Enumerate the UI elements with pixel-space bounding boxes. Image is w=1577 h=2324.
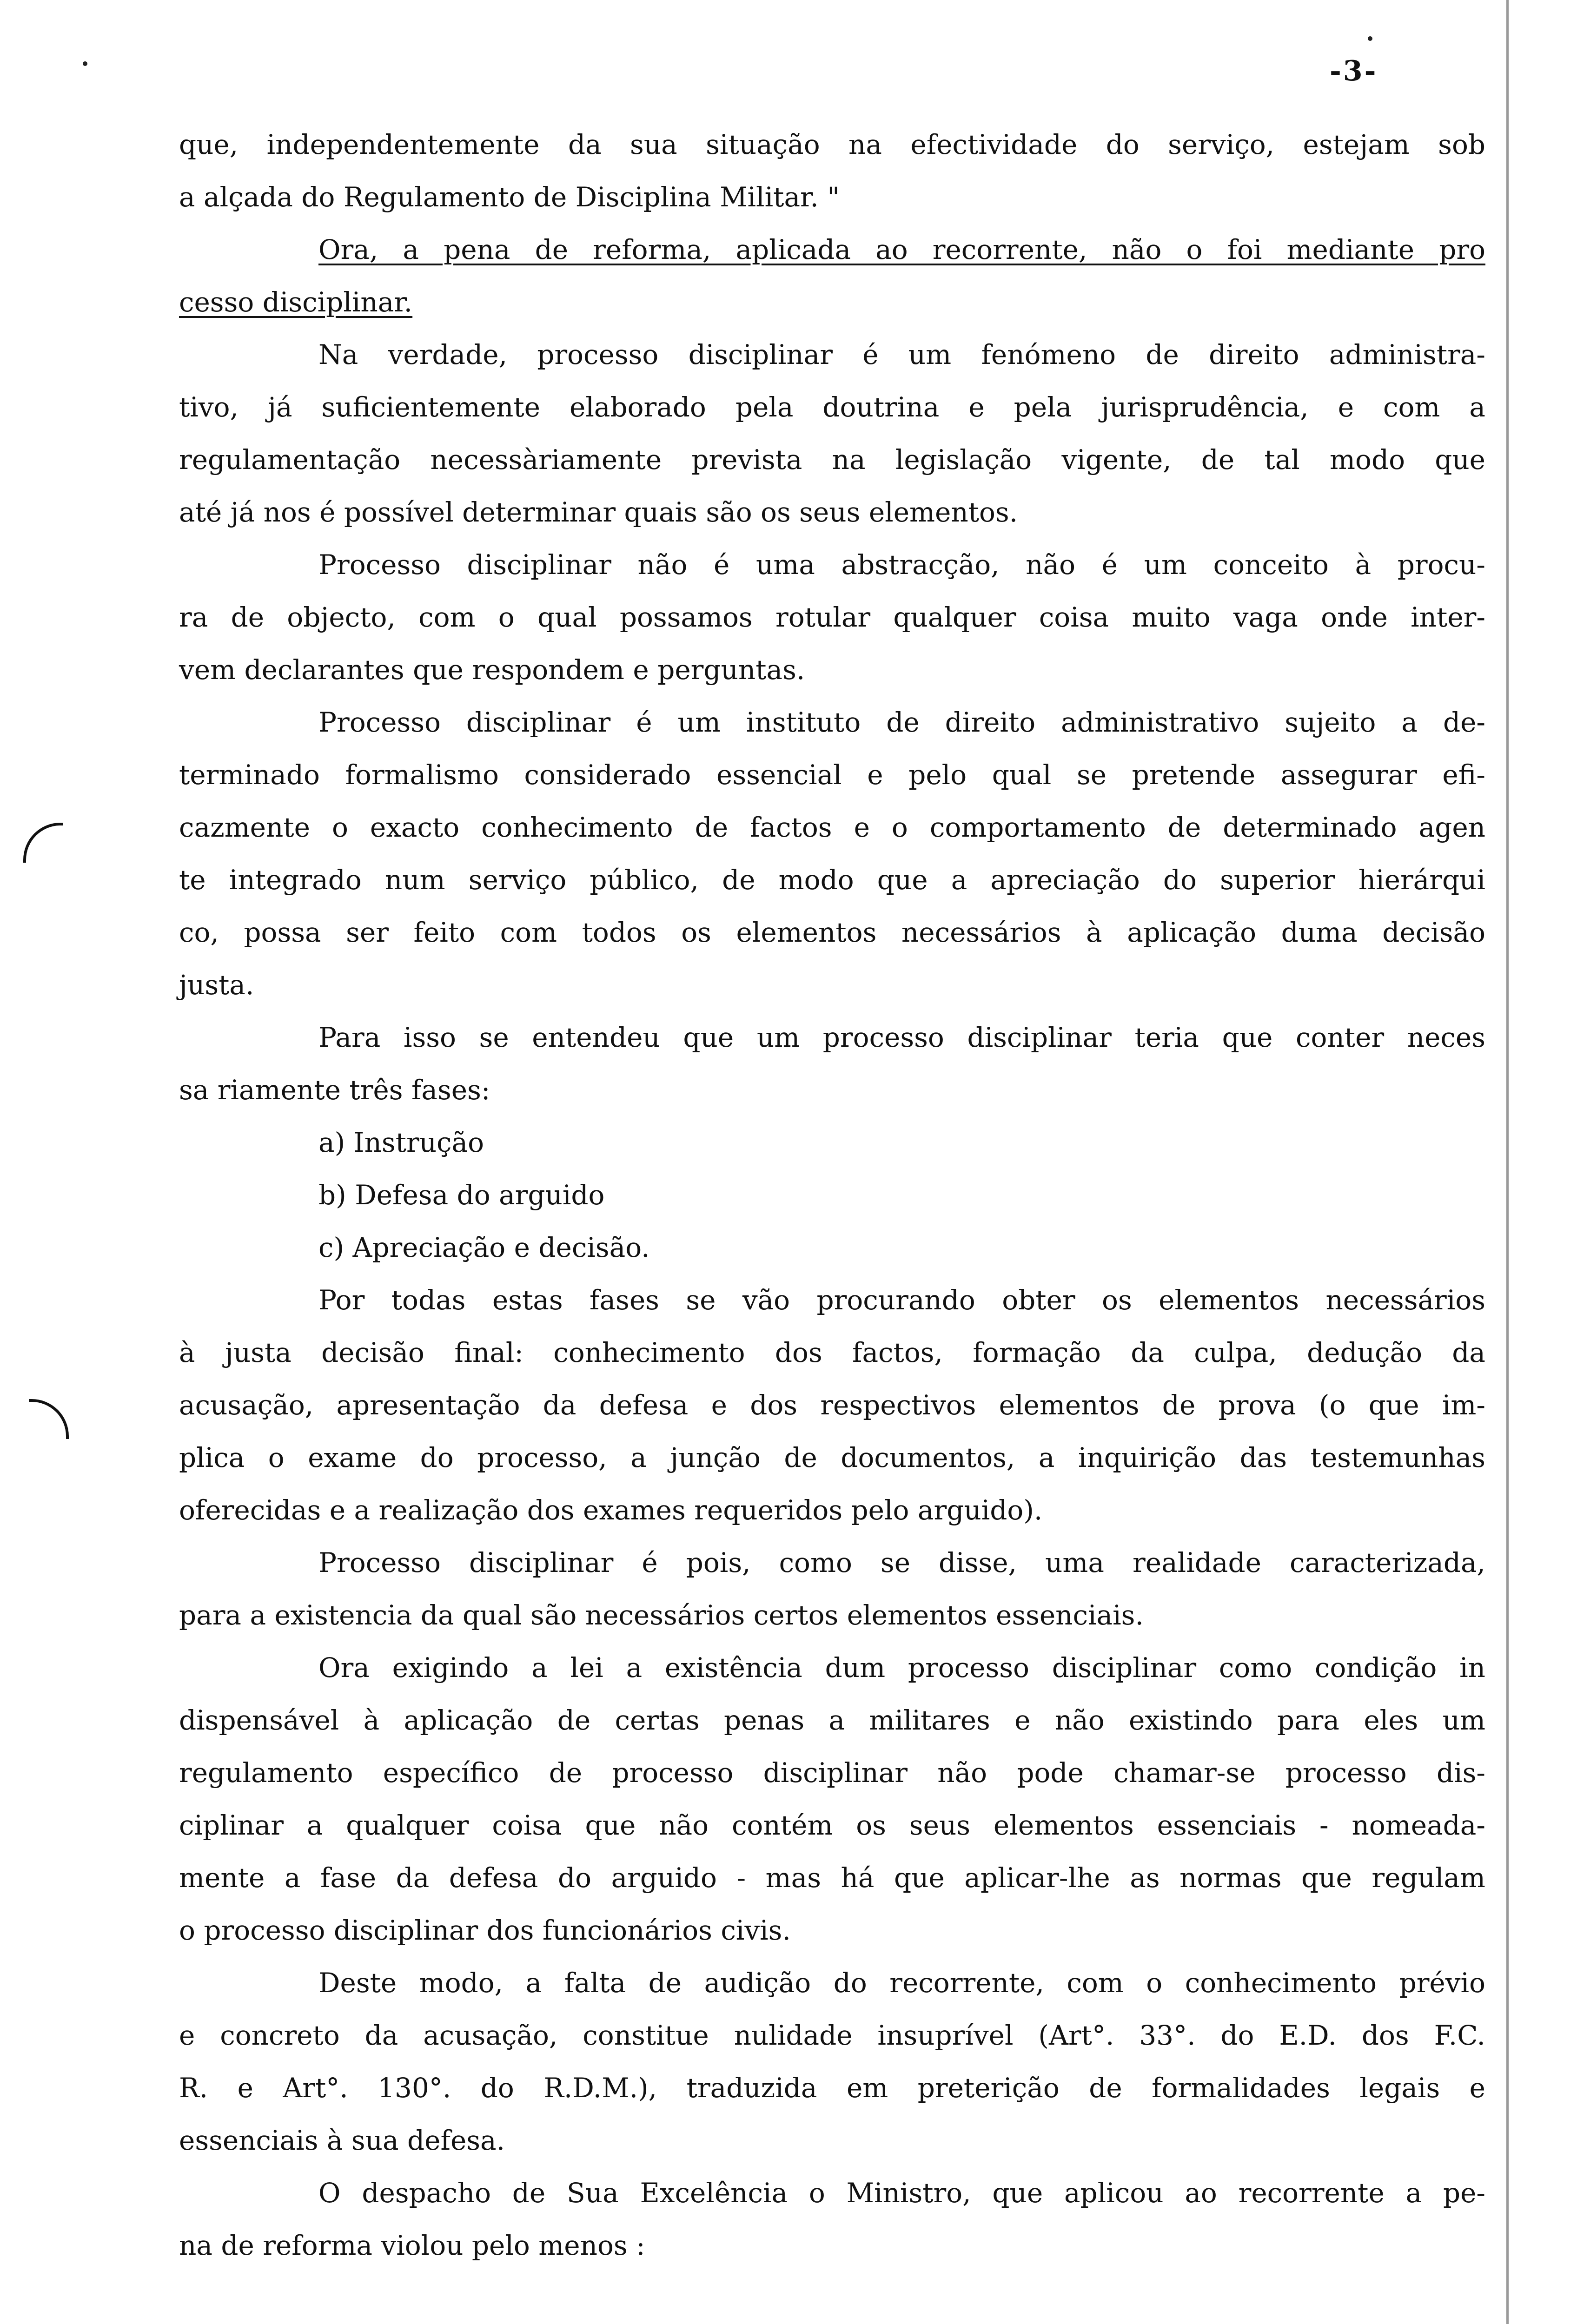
text-line: terminado formalismo considerado essencial e pelo qual se pretende assegurar efi- xyxy=(179,759,1485,791)
text-line: vem declarantes que respondem e perguntas. xyxy=(179,654,805,686)
stray-dot xyxy=(1368,36,1372,41)
list-item: b) Defesa do arguido xyxy=(318,1179,605,1211)
text-line: até já nos é possível determinar quais são os seus elementos. xyxy=(179,496,1018,528)
text-line: Ora exigindo a lei a existência dum processo disciplinar como condição in xyxy=(318,1652,1485,1684)
page-number: -3- xyxy=(1330,55,1378,87)
text-line: tivo, já suficientemente elaborado pela doutrina e pela jurisprudência, e com a xyxy=(179,391,1485,423)
text-line: oferecidas e a realização dos exames requeridos pelo arguido). xyxy=(179,1494,1043,1526)
text-line: regulamento específico de processo disciplinar não pode chamar-se processo dis- xyxy=(179,1757,1485,1789)
text-line: essenciais à sua defesa. xyxy=(179,2125,505,2156)
list-item: c) Apreciação e decisão. xyxy=(318,1232,650,1263)
text-line: o processo disciplinar dos funcionários civis. xyxy=(179,1915,791,1946)
text-line: Na verdade, processo disciplinar é um fenómeno de direito administra- xyxy=(318,339,1485,370)
text-line: e concreto da acusação, constitue nulidade insuprível (Art°. 33°. do E.D. dos F.C. xyxy=(179,2020,1485,2051)
text-line: Para isso se entendeu que um processo disciplinar teria que conter neces xyxy=(318,1022,1485,1053)
text-line: Por todas estas fases se vão procurando obter os elementos necessários xyxy=(318,1284,1485,1316)
text-line: na de reforma violou pelo menos : xyxy=(179,2230,645,2261)
text-line: cesso disciplinar. xyxy=(179,286,413,318)
list-item: a) Instrução xyxy=(318,1127,484,1158)
text-line: Processo disciplinar é pois, como se disse, uma realidade caracterizada, xyxy=(318,1547,1485,1578)
text-line: a alçada do Regulamento de Disciplina Militar. " xyxy=(179,181,840,213)
text-line: dispensável à aplicação de certas penas a militares e não existindo para eles um xyxy=(179,1704,1485,1736)
text-line: Deste modo, a falta de audição do recorrente, com o conhecimento prévio xyxy=(318,1967,1485,1999)
text-line: R. e Art°. 130°. do R.D.M.), traduzida em preterição de formalidades legais e xyxy=(179,2072,1485,2104)
text-line: acusação, apresentação da defesa e dos respectivos elementos de prova (o que im- xyxy=(179,1389,1485,1421)
text-line: plica o exame do processo, a junção de documentos, a inquirição das testemunhas xyxy=(179,1442,1485,1473)
text-line: Ora, a pena de reforma, aplicada ao recorrente, não o foi mediante pro xyxy=(318,234,1485,265)
margin-arc-mark xyxy=(29,1399,69,1439)
text-line: Processo disciplinar não é uma abstracção, não é um conceito à procu- xyxy=(318,549,1485,581)
text-line: co, possa ser feito com todos os elementos necessários à aplicação duma decisão xyxy=(179,917,1485,948)
text-line: ciplinar a qualquer coisa que não contém os seus elementos essenciais - nomeada- xyxy=(179,1809,1485,1841)
margin-arc-mark xyxy=(23,823,63,863)
text-line: cazmente o exacto conhecimento de factos e o comportamento de determinado agen xyxy=(179,812,1485,843)
stray-dot xyxy=(83,61,87,66)
document-body xyxy=(179,119,1485,2272)
text-line: justa. xyxy=(179,969,254,1001)
text-line: te integrado num serviço público, de modo que a apreciação do superior hierárqui xyxy=(179,864,1485,896)
text-line: à justa decisão final: conhecimento dos factos, formação da culpa, dedução da xyxy=(179,1337,1485,1368)
text-line: para a existencia da qual são necessários certos elementos essenciais. xyxy=(179,1599,1144,1631)
text-line: sa riamente três fases: xyxy=(179,1074,490,1106)
text-line: Processo disciplinar é um instituto de direito administrativo sujeito a de- xyxy=(318,706,1485,738)
right-margin-rule xyxy=(1506,0,1509,2324)
text-line: que, independentemente da sua situação na efectividade do serviço, estejam sob xyxy=(179,129,1485,160)
text-line: O despacho de Sua Excelência o Ministro, que aplicou ao recorrente a pe- xyxy=(318,2177,1485,2209)
text-line: regulamentação necessàriamente prevista na legislação vigente, de tal modo que xyxy=(179,444,1485,475)
text-line: mente a fase da defesa do arguido - mas há que aplicar-lhe as normas que regulam xyxy=(179,1862,1485,1894)
text-line: ra de objecto, com o qual possamos rotular qualquer coisa muito vaga onde inter- xyxy=(179,601,1485,633)
